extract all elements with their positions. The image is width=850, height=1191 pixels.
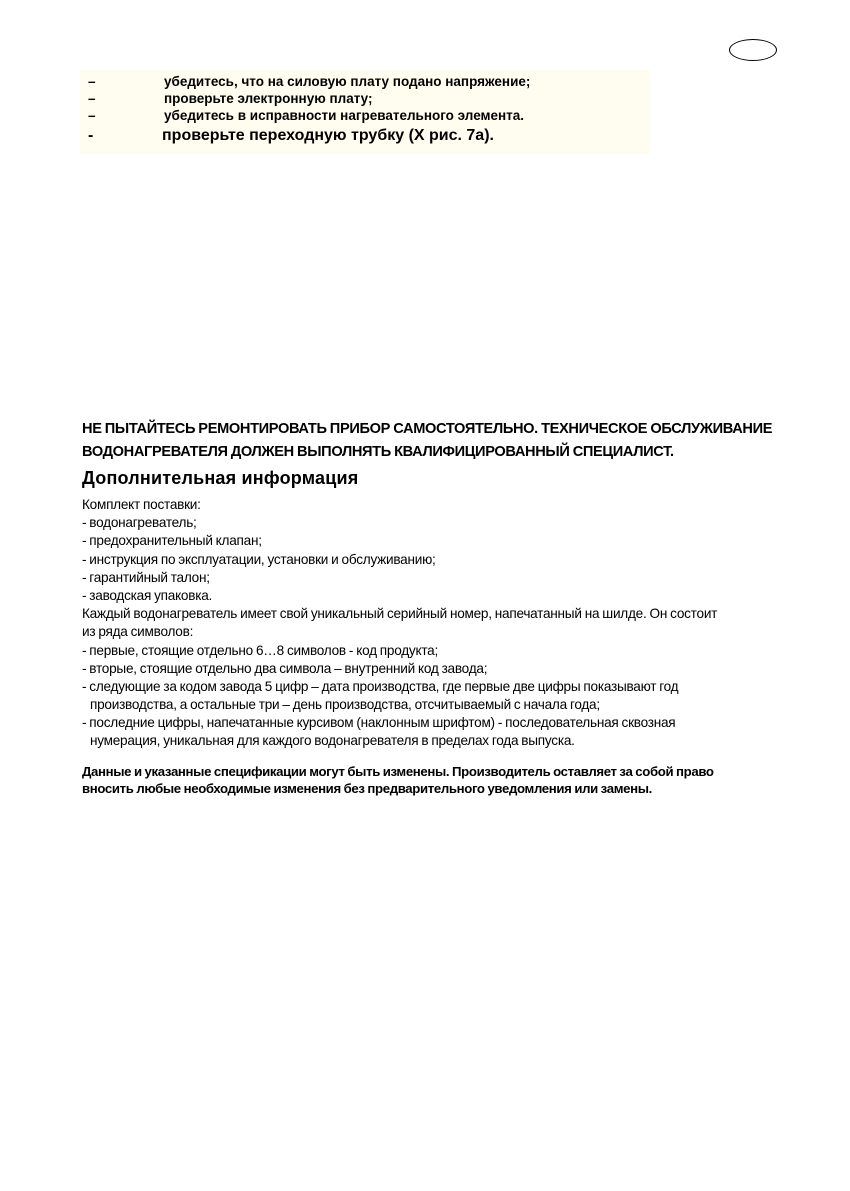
info-line: - следующие за кодом завода 5 цифр – дата производства, где первые две цифры показывают год (82, 678, 679, 694)
info-line: Каждый водонагреватель имеет свой уникальный серийный номер, напечатанный на шилде. Он состоит (82, 606, 718, 622)
info-line: - инструкция по эксплуатации, установки и обслуживанию; (82, 551, 436, 567)
info-line: - вторые, стоящие отдельно два символа – внутренний код завода; (82, 660, 488, 676)
info-line: из ряда символов: (82, 624, 194, 640)
disclaimer-line: вносить любые необходимые изменения без предварительного уведомления или замены. (82, 780, 652, 796)
info-line: - водонагреватель; (82, 515, 197, 531)
warning-line: НЕ ПЫТАЙТЕСЬ РЕМОНТИРОВАТЬ ПРИБОР САМОСТОЯТЕЛЬНО. ТЕХНИЧЕСКОЕ ОБСЛУЖИВАНИЕ (82, 421, 773, 437)
info-line: - первые, стоящие отдельно 6…8 символов - код продукта; (82, 642, 438, 658)
info-line: нумерация, уникальная для каждого водонагревателя в пределах года выпуска. (90, 733, 575, 749)
checklist-text: убедитесь в исправности нагревательного элемента. (164, 108, 525, 123)
checklist-text: убедитесь, что на силовую плату подано напряжение; (164, 74, 531, 89)
info-line: Комплект поставки: (82, 497, 201, 512)
info-line: - гарантийный талон; (82, 569, 210, 585)
checklist-dash: – (88, 91, 96, 106)
warning-line: ВОДОНАГРЕВАТЕЛЯ ДОЛЖЕН ВЫПОЛНЯТЬ КВАЛИФИЦИРОВАННЫЙ СПЕЦИАЛИСТ. (82, 444, 674, 460)
checklist-dash: – (88, 108, 96, 123)
info-line: - заводская упаковка. (82, 587, 213, 603)
info-line: производства, а остальные три – день производства, отсчитываемый с начала года; (90, 697, 600, 713)
info-line: - последние цифры, напечатанные курсивом (наклонным шрифтом) - последовательная сквозная (82, 715, 676, 731)
repair-warning (82, 418, 792, 464)
additional-info-body (82, 496, 802, 751)
specification-disclaimer (82, 764, 802, 797)
page-number-badge (729, 39, 777, 61)
info-line: - предохранительный клапан; (82, 533, 262, 549)
section-heading: Дополнительная информация (82, 468, 359, 488)
checklist-text: проверьте электронную плату; (164, 91, 373, 106)
checklist-text: проверьте переходную трубку (Х рис. 7а). (162, 127, 494, 144)
troubleshooting-checklist (80, 70, 650, 154)
checklist-dash: – (88, 74, 96, 89)
disclaimer-line: Данные и указанные спецификации могут быть изменены. Производитель оставляет за собой право (82, 764, 714, 779)
checklist-dash: - (88, 127, 94, 144)
